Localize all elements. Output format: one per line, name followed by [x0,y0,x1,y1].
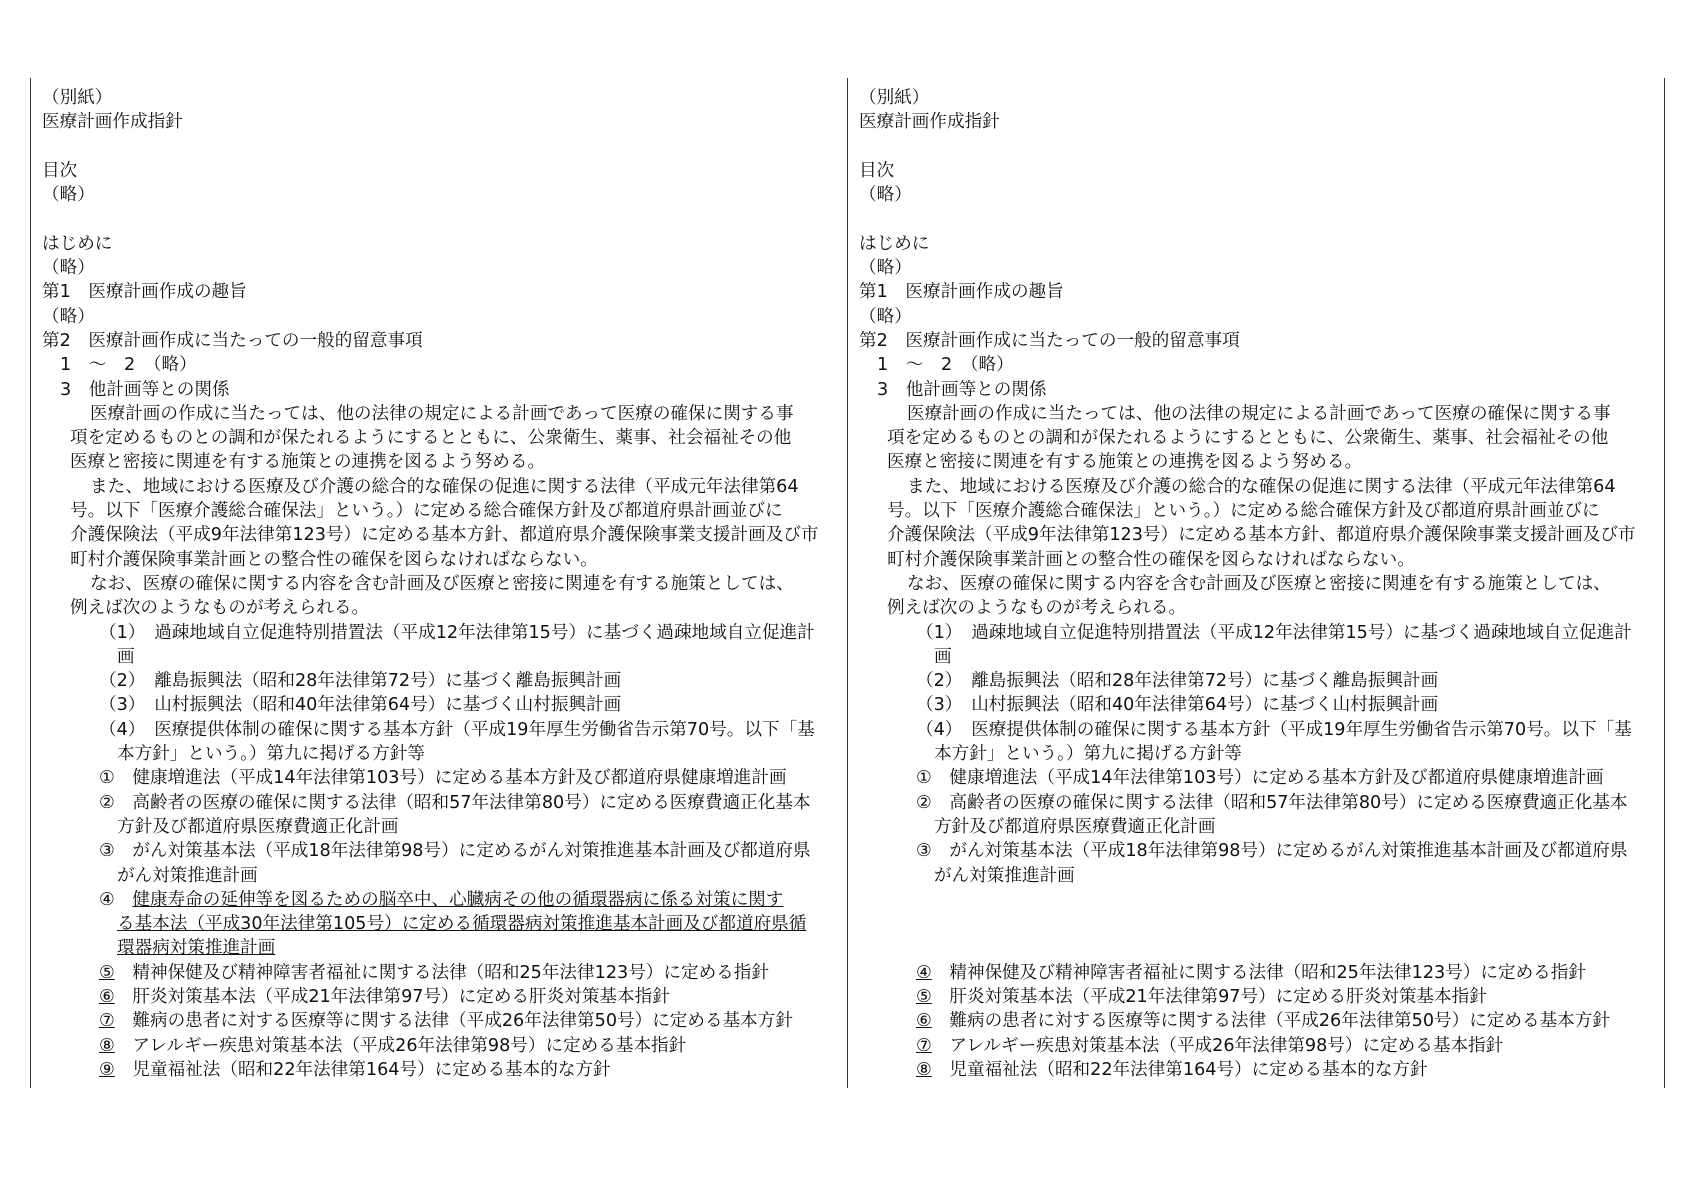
document-title: 医療計画作成指針 [859,112,1000,133]
attachment-label: （別紙） [859,88,930,108]
sub-item: ⑧ 児童福祉法（昭和22年法律第164号）に定める基本的な方針 [916,1059,1428,1080]
paragraph-line: 号。以下「医療介護総合確保法」という。）に定める総合確保方針及び都道府県計画並びに [887,501,1600,522]
sub-item: ⑤ 精神保健及び精神障害者福祉に関する法律（昭和25年法律123号）に定める指針 [99,962,769,983]
paragraph-line: なお、医療の確保に関する内容を含む計画及び医療と密接に関連を有する施策としては、 [90,573,794,594]
section2-heading: 第2 医療計画作成に当たっての一般的留意事項 [859,330,1240,351]
sub-item: ③ がん対策基本法（平成18年法律第98号）に定めるがん対策推進基本計画及び都道府県 [916,841,1628,862]
sub-item: ⑦ アレルギー疾患対策基本法（平成26年法律第98号）に定める基本指針 [916,1035,1504,1056]
right-border [1664,78,1665,1088]
list-item: （3） 山村振興法（昭和40年法律第64号）に基づく山村振興計画 [99,695,622,716]
paragraph-line: 項を定めるものとの調和が保たれるようにするとともに、公衆衛生、薬事、社会福祉その他 [887,428,1609,449]
toc-heading: 目次 [42,160,78,181]
sub-item: ⑥ 肝炎対策基本法（平成21年法律第97号）に定める肝炎対策基本指針 [99,986,670,1007]
list-item: （1） 過疎地域自立促進特別措置法（平成12年法律第15号）に基づく過疎地域自立促進計 [916,622,1632,643]
paragraph-line: 町村介護保険事業計画との整合性の確保を図らなければならない。 [70,549,598,570]
paragraph-line: 介護保険法（平成9年法律第123号）に定める基本方針、都道府県介護保険事業支援計画及び市 [887,525,1636,546]
intro-heading: はじめに [859,233,930,254]
sub-item: ⑤ 肝炎対策基本法（平成21年法律第97号）に定める肝炎対策基本指針 [916,986,1487,1007]
section1-omitted: （略） [42,306,95,327]
paragraph-line: 例えば次のようなものが考えられる。 [70,598,370,619]
document-title: 医療計画作成指針 [42,112,183,133]
blank-gap [859,888,1654,961]
paragraph-line: 号。以下「医療介護総合確保法」という。）に定める総合確保方針及び都道府県計画並びに [70,501,783,522]
sub-item: ② 高齢者の医療の確保に関する法律（昭和57年法律第80号）に定める医療費適正化基本 [916,792,1628,813]
sub-item: ⑦ 難病の患者に対する医療等に関する法律（平成26年法律第50号）に定める基本方針 [99,1011,793,1032]
sub-item: ⑨ 児童福祉法（昭和22年法律第164号）に定める基本的な方針 [99,1059,611,1080]
sub-item: ③ がん対策基本法（平成18年法律第98号）に定めるがん対策推進基本計画及び都道府県 [99,841,811,862]
sub-item: ① 健康増進法（平成14年法律第103号）に定める基本方針及び都道府県健康増進計画 [916,768,1604,789]
sub-item: ① 健康増進法（平成14年法律第103号）に定める基本方針及び都道府県健康増進計画 [99,768,787,789]
sub-item: ④ 精神保健及び精神障害者福祉に関する法律（昭和25年法律123号）に定める指針 [916,962,1586,983]
paragraph-line: 介護保険法（平成9年法律第123号）に定める基本方針、都道府県介護保険事業支援計画及び市 [70,525,819,546]
sub-item-cont: 方針及び都道府県医療費適正化計画 [117,816,399,837]
item-3-heading: 3 他計画等との関係 [60,379,230,400]
paragraph-line: 町村介護保険事業計画との整合性の確保を図らなければならない。 [887,549,1415,570]
list-item: （2） 離島振興法（昭和28年法律第72号）に基づく離島振興計画 [916,671,1439,692]
left-border [30,78,31,1088]
paragraph-line: 医療と密接に関連を有する施策との連携を図るよう努める。 [887,452,1363,473]
items-1-2: 1 ～ 2 （略） [60,355,197,376]
sub-item-cont: 方針及び都道府県医療費適正化計画 [934,816,1216,837]
paragraph-line: 項を定めるものとの調和が保たれるようにするとともに、公衆衛生、薬事、社会福祉その他 [70,428,792,449]
toc-omitted: （略） [859,185,912,206]
intro-omitted: （略） [42,258,95,279]
list-item-cont: 本方針」という。）第九に掲げる方針等 [117,744,425,765]
sub-item: ⑧ アレルギー疾患対策基本法（平成26年法律第98号）に定める基本指針 [99,1035,687,1056]
right-column [859,86,1654,1082]
list-item-cont: 画 [934,646,952,667]
list-item-cont: 画 [117,646,135,667]
sub-item-cont: がん対策推進計画 [117,865,258,886]
sub-item-new: ④ 健康寿命の延伸等を図るための脳卒中、心臓病その他の循環器病に係る対策に関す [99,889,784,910]
sub-item: ② 高齢者の医療の確保に関する法律（昭和57年法律第80号）に定める医療費適正化基本 [99,792,811,813]
list-item-cont: 本方針」という。）第九に掲げる方針等 [934,744,1242,765]
sub-item-cont: がん対策推進計画 [934,865,1075,886]
paragraph-line: なお、医療の確保に関する内容を含む計画及び医療と密接に関連を有する施策としては、 [907,573,1611,594]
left-column [42,86,837,1082]
list-item: （2） 離島振興法（昭和28年法律第72号）に基づく離島振興計画 [99,671,622,692]
section1-heading: 第1 医療計画作成の趣旨 [42,282,247,303]
toc-omitted: （略） [42,185,95,206]
paragraph-line: 医療計画の作成に当たっては、他の法律の規定による計画であって医療の確保に関する事 [90,403,794,424]
paragraph-line: 医療と密接に関連を有する施策との連携を図るよう努める。 [70,452,546,473]
sub-item: ⑥ 難病の患者に対する医療等に関する法律（平成26年法律第50号）に定める基本方針 [916,1011,1610,1032]
items-1-2: 1 ～ 2 （略） [877,355,1014,376]
sub-item-new-cont: る基本法（平成30年法律第105号）に定める循環器病対策推進基本計画及び都道府県循 [117,914,807,935]
list-item: （4） 医療提供体制の確保に関する基本方針（平成19年厚生労働省告示第70号。以下「基 [99,719,815,740]
paragraph-line: また、地域における医療及び介護の総合的な確保の促進に関する法律（平成元年法律第64 [907,476,1616,497]
intro-heading: はじめに [42,233,113,254]
list-item: （3） 山村振興法（昭和40年法律第64号）に基づく山村振興計画 [916,695,1439,716]
paragraph-line: また、地域における医療及び介護の総合的な確保の促進に関する法律（平成元年法律第64 [90,476,799,497]
list-item: （4） 医療提供体制の確保に関する基本方針（平成19年厚生労働省告示第70号。以下「基 [916,719,1632,740]
toc-heading: 目次 [859,160,895,181]
paragraph-line: 医療計画の作成に当たっては、他の法律の規定による計画であって医療の確保に関する事 [907,403,1611,424]
item-3-heading: 3 他計画等との関係 [877,379,1047,400]
paragraph-line: 例えば次のようなものが考えられる。 [887,598,1187,619]
section1-heading: 第1 医療計画作成の趣旨 [859,282,1064,303]
center-divider [847,78,848,1088]
section2-heading: 第2 医療計画作成に当たっての一般的留意事項 [42,330,423,351]
attachment-label: （別紙） [42,88,113,108]
list-item: （1） 過疎地域自立促進特別措置法（平成12年法律第15号）に基づく過疎地域自立促進計 [99,622,815,643]
sub-item-new-cont: 環器病対策推進計画 [117,938,276,959]
section1-omitted: （略） [859,306,912,327]
intro-omitted: （略） [859,258,912,279]
